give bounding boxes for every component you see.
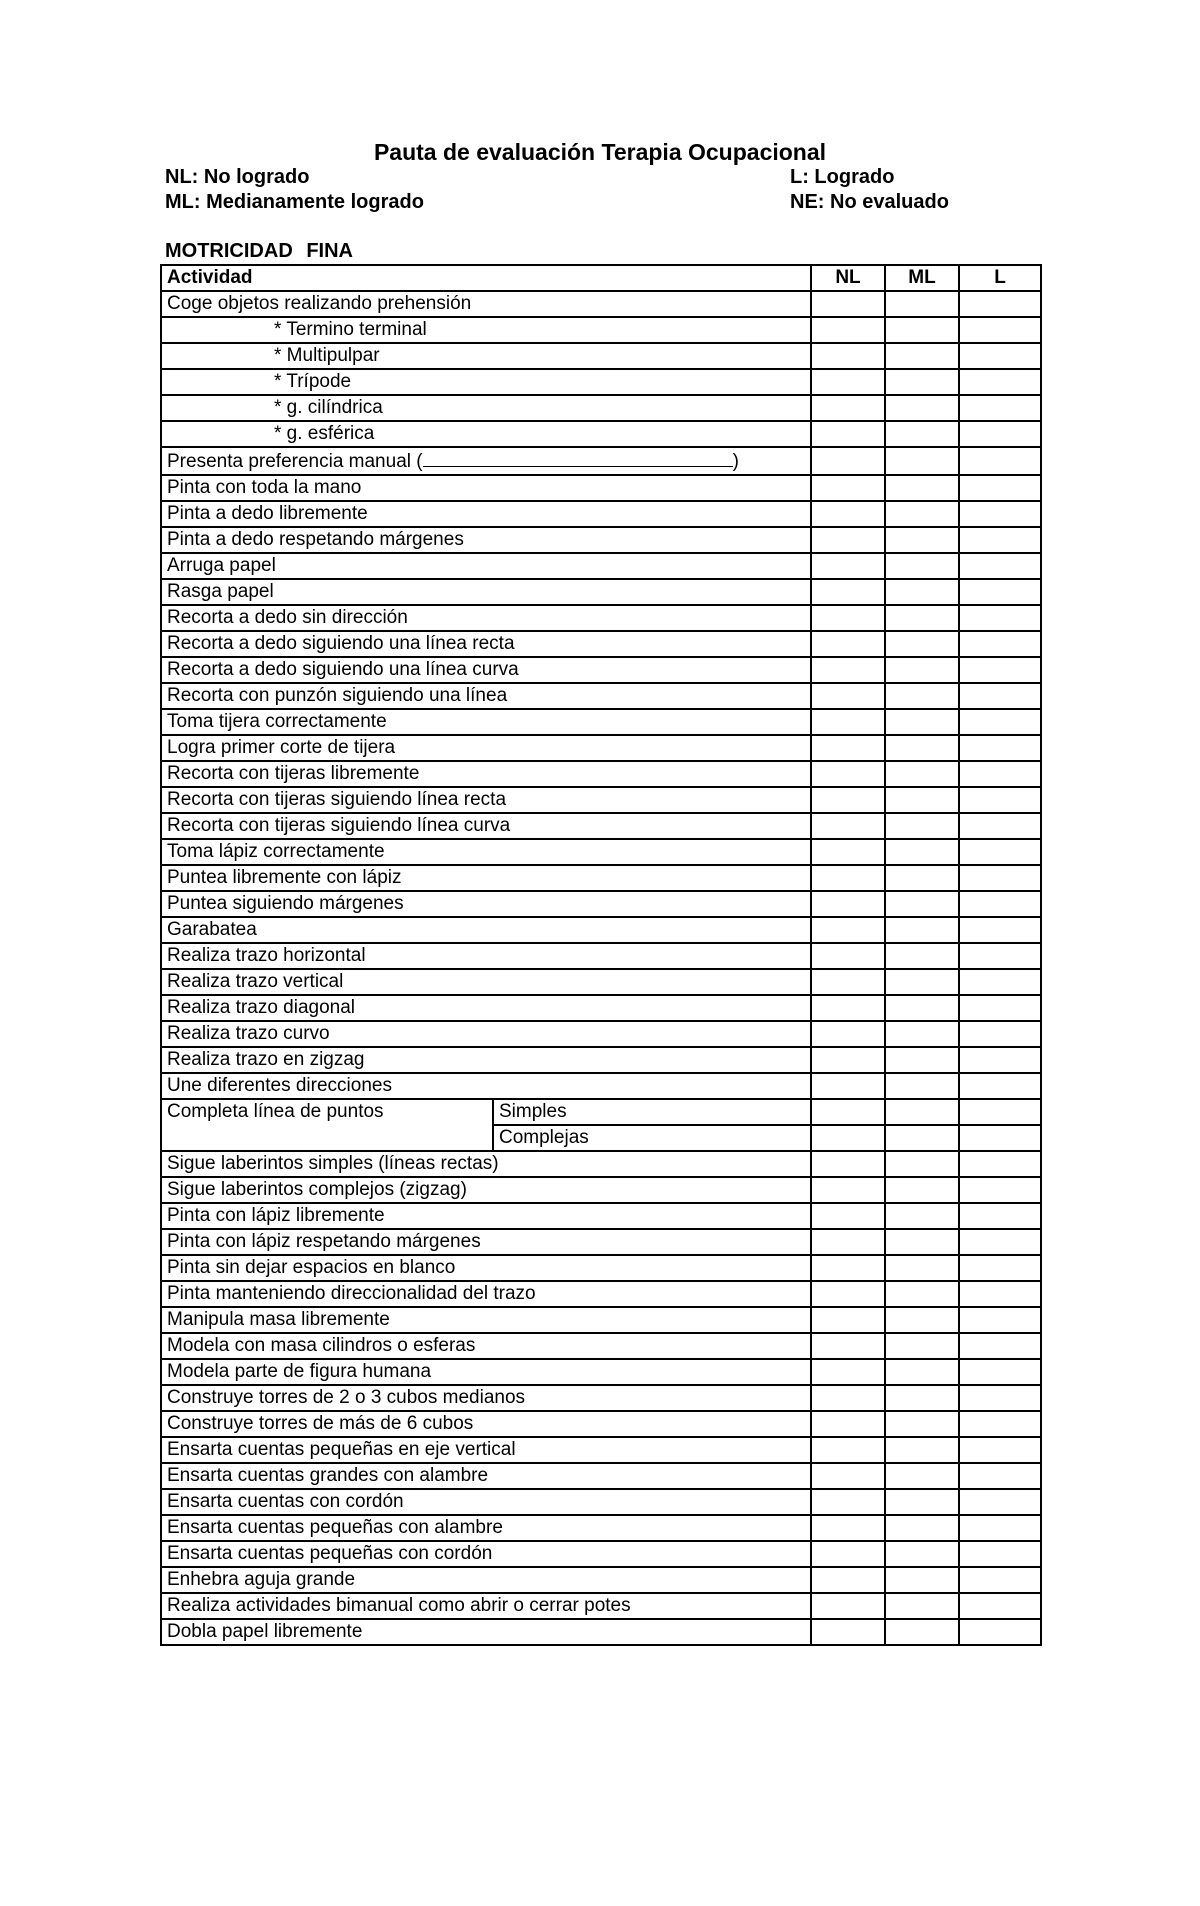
table-row <box>161 1099 1041 1125</box>
checkbox-nl[interactable] <box>811 291 885 317</box>
checkbox-ml[interactable] <box>885 761 959 787</box>
checkbox-l[interactable] <box>959 1021 1041 1047</box>
table-row <box>161 943 1041 969</box>
checkbox-l[interactable] <box>959 1281 1041 1307</box>
activity-label: Rasga papel <box>161 579 811 605</box>
evaluation-table <box>160 264 1042 1646</box>
activity-label: Dobla papel libremente <box>161 1619 811 1645</box>
activity-label: Toma lápiz correctamente <box>161 839 811 865</box>
checkbox-nl[interactable] <box>811 1229 885 1255</box>
activity-label: Realiza trazo en zigzag <box>161 1047 811 1073</box>
table-row <box>161 761 1041 787</box>
activity-label: Completa línea de puntos <box>162 1100 493 1150</box>
activity-label: Recorta con punzón siguiendo una línea <box>161 683 811 709</box>
activity-label: Ensarta cuentas pequeñas con cordón <box>161 1541 811 1567</box>
activity-label: Sigue laberintos complejos (zigzag) <box>161 1177 811 1203</box>
checkbox-l[interactable] <box>959 839 1041 865</box>
checkbox-ml[interactable] <box>885 343 959 369</box>
activity-label: Ensarta cuentas pequeñas en eje vertical <box>161 1437 811 1463</box>
table-row <box>161 579 1041 605</box>
checkbox-ml[interactable] <box>885 995 959 1021</box>
checkbox-nl[interactable] <box>811 475 885 501</box>
checkbox-nl[interactable] <box>811 761 885 787</box>
checkbox-nl[interactable] <box>811 1203 885 1229</box>
checkbox-l[interactable] <box>959 761 1041 787</box>
activity-label: Recorta con tijeras siguiendo línea curva <box>161 813 811 839</box>
table-row <box>161 1437 1041 1463</box>
table-row <box>161 421 1041 447</box>
checkbox-nl[interactable] <box>811 1177 885 1203</box>
checkbox-l[interactable] <box>959 709 1041 735</box>
checkbox-ml[interactable] <box>885 917 959 943</box>
table-row <box>161 1177 1041 1203</box>
table-row <box>161 709 1041 735</box>
checkbox-nl[interactable] <box>811 1385 885 1411</box>
checkbox-l[interactable] <box>959 969 1041 995</box>
checkbox-nl[interactable] <box>811 865 885 891</box>
checkbox-nl[interactable] <box>811 787 885 813</box>
table-row <box>161 657 1041 683</box>
checkbox-l[interactable] <box>959 943 1041 969</box>
table-row <box>161 1021 1041 1047</box>
checkbox-ml[interactable] <box>885 1125 959 1151</box>
activity-label: * Termino terminal <box>161 317 811 343</box>
checkbox-ml[interactable] <box>885 369 959 395</box>
activity-label: Ensarta cuentas pequeñas con alambre <box>161 1515 811 1541</box>
checkbox-l[interactable] <box>959 735 1041 761</box>
checkbox-nl[interactable] <box>811 1021 885 1047</box>
table-row <box>161 839 1041 865</box>
sub-option-simples: Simples <box>493 1100 810 1125</box>
activity-label: Sigue laberintos simples (líneas rectas) <box>161 1151 811 1177</box>
checkbox-l[interactable] <box>959 917 1041 943</box>
checkbox-l[interactable] <box>959 683 1041 709</box>
checkbox-l[interactable] <box>959 447 1041 475</box>
checkbox-ml[interactable] <box>885 657 959 683</box>
checkbox-ml[interactable] <box>885 1281 959 1307</box>
activity-label: Recorta a dedo siguiendo una línea curva <box>161 657 811 683</box>
checkbox-ml[interactable] <box>885 1385 959 1411</box>
table-row <box>161 787 1041 813</box>
checkbox-ml[interactable] <box>885 1489 959 1515</box>
activity-label: Modela parte de figura humana <box>161 1359 811 1385</box>
activity-label: Pinta con toda la mano <box>161 475 811 501</box>
checkbox-nl[interactable] <box>811 1515 885 1541</box>
table-row <box>161 917 1041 943</box>
checkbox-nl[interactable] <box>811 501 885 527</box>
checkbox-l[interactable] <box>959 1203 1041 1229</box>
checkbox-nl[interactable] <box>811 369 885 395</box>
checkbox-nl[interactable] <box>811 1125 885 1151</box>
checkbox-l[interactable] <box>959 1541 1041 1567</box>
checkbox-l[interactable] <box>959 421 1041 447</box>
checkbox-ml[interactable] <box>885 1619 959 1645</box>
checkbox-l[interactable] <box>959 995 1041 1021</box>
checkbox-l[interactable] <box>959 527 1041 553</box>
checkbox-l[interactable] <box>959 1385 1041 1411</box>
checkbox-ml[interactable] <box>885 1567 959 1593</box>
checkbox-ml[interactable] <box>885 813 959 839</box>
table-row <box>161 553 1041 579</box>
table-row <box>161 1333 1041 1359</box>
header-ml: ML <box>885 265 959 291</box>
checkbox-l[interactable] <box>959 291 1041 317</box>
activity-label: Pinta manteniendo direccionalidad del trazo <box>161 1281 811 1307</box>
legend-ml: ML: Medianamente logrado <box>165 191 424 213</box>
checkbox-nl[interactable] <box>811 1619 885 1645</box>
checkbox-ml[interactable] <box>885 943 959 969</box>
checkbox-nl[interactable] <box>811 813 885 839</box>
checkbox-l[interactable] <box>959 579 1041 605</box>
table-row <box>161 317 1041 343</box>
checkbox-ml[interactable] <box>885 1307 959 1333</box>
checkbox-ml[interactable] <box>885 579 959 605</box>
activity-label: * Trípode <box>161 369 811 395</box>
activity-cell <box>161 1099 811 1151</box>
checkbox-ml[interactable] <box>885 839 959 865</box>
checkbox-l[interactable] <box>959 1177 1041 1203</box>
activity-label: * g. esférica <box>161 421 811 447</box>
table-row <box>161 813 1041 839</box>
checkbox-l[interactable] <box>959 343 1041 369</box>
table-row <box>161 527 1041 553</box>
checkbox-ml[interactable] <box>885 1151 959 1177</box>
checkbox-nl[interactable] <box>811 1099 885 1125</box>
table-row <box>161 735 1041 761</box>
activity-label: Realiza trazo vertical <box>161 969 811 995</box>
checkbox-nl[interactable] <box>811 1437 885 1463</box>
checkbox-nl[interactable] <box>811 421 885 447</box>
checkbox-l[interactable] <box>959 1125 1041 1151</box>
close-paren: ) <box>732 451 739 472</box>
checkbox-l[interactable] <box>959 1229 1041 1255</box>
checkbox-l[interactable] <box>959 553 1041 579</box>
checkbox-l[interactable] <box>959 1593 1041 1619</box>
checkbox-ml[interactable] <box>885 475 959 501</box>
checkbox-ml[interactable] <box>885 1437 959 1463</box>
table-row <box>161 1281 1041 1307</box>
checkbox-ml[interactable] <box>885 317 959 343</box>
table-row <box>161 1515 1041 1541</box>
table-row <box>161 1229 1041 1255</box>
activity-label: Une diferentes direcciones <box>161 1073 811 1099</box>
activity-label: Pinta con lápiz respetando márgenes <box>161 1229 811 1255</box>
table-row <box>161 1619 1041 1645</box>
activity-label: Realiza trazo diagonal <box>161 995 811 1021</box>
legend-l: L: Logrado <box>790 166 895 188</box>
activity-label: Manipula masa libremente <box>161 1307 811 1333</box>
checkbox-nl[interactable] <box>811 1333 885 1359</box>
activity-label: * Multipulpar <box>161 343 811 369</box>
checkbox-l[interactable] <box>959 813 1041 839</box>
checkbox-ml[interactable] <box>885 605 959 631</box>
table-row <box>161 1307 1041 1333</box>
legend-ne: NE: No evaluado <box>790 191 949 213</box>
checkbox-ml[interactable] <box>885 969 959 995</box>
checkbox-ml[interactable] <box>885 395 959 421</box>
checkbox-nl[interactable] <box>811 1567 885 1593</box>
checkbox-ml[interactable] <box>885 527 959 553</box>
table-row <box>161 475 1041 501</box>
checkbox-ml[interactable] <box>885 1021 959 1047</box>
table-row <box>161 1255 1041 1281</box>
activity-label: Pinta a dedo respetando márgenes <box>161 527 811 553</box>
checkbox-l[interactable] <box>959 631 1041 657</box>
hand-preference-blank[interactable] <box>423 448 733 467</box>
checkbox-nl[interactable] <box>811 657 885 683</box>
checkbox-ml[interactable] <box>885 1073 959 1099</box>
table-row <box>161 1047 1041 1073</box>
checkbox-nl[interactable] <box>811 735 885 761</box>
table-row <box>161 1151 1041 1177</box>
checkbox-ml[interactable] <box>885 1333 959 1359</box>
table-row <box>161 605 1041 631</box>
checkbox-ml[interactable] <box>885 631 959 657</box>
checkbox-ml[interactable] <box>885 891 959 917</box>
checkbox-ml[interactable] <box>885 1099 959 1125</box>
checkbox-ml[interactable] <box>885 787 959 813</box>
activity-label: Recorta con tijeras libremente <box>161 761 811 787</box>
activity-label: Construye torres de más de 6 cubos <box>161 1411 811 1437</box>
checkbox-l[interactable] <box>959 1411 1041 1437</box>
table-row <box>161 369 1041 395</box>
checkbox-l[interactable] <box>959 475 1041 501</box>
checkbox-ml[interactable] <box>885 735 959 761</box>
checkbox-l[interactable] <box>959 501 1041 527</box>
checkbox-ml[interactable] <box>885 1255 959 1281</box>
checkbox-l[interactable] <box>959 1047 1041 1073</box>
table-row <box>161 343 1041 369</box>
table-row <box>161 683 1041 709</box>
checkbox-l[interactable] <box>959 1515 1041 1541</box>
activity-label: Pinta sin dejar espacios en blanco <box>161 1255 811 1281</box>
sub-option-complejas: Complejas <box>499 1127 589 1148</box>
table-row <box>161 631 1041 657</box>
checkbox-nl[interactable] <box>811 1281 885 1307</box>
table-row <box>161 1541 1041 1567</box>
checkbox-l[interactable] <box>959 1489 1041 1515</box>
checkbox-nl[interactable] <box>811 1073 885 1099</box>
checkbox-l[interactable] <box>959 1619 1041 1645</box>
table-row <box>161 995 1041 1021</box>
checkbox-nl[interactable] <box>811 1411 885 1437</box>
section-title: MOTRICIDAD FINA <box>165 240 353 262</box>
checkbox-ml[interactable] <box>885 1463 959 1489</box>
header-nl: NL <box>811 265 885 291</box>
activity-label: Pinta a dedo libremente <box>161 501 811 527</box>
checkbox-l[interactable] <box>959 657 1041 683</box>
checkbox-l[interactable] <box>959 395 1041 421</box>
page-title: Pauta de evaluación Terapia Ocupacional <box>373 139 827 165</box>
checkbox-ml[interactable] <box>885 683 959 709</box>
checkbox-l[interactable] <box>959 891 1041 917</box>
checkbox-l[interactable] <box>959 787 1041 813</box>
activity-label <box>161 447 811 475</box>
checkbox-nl[interactable] <box>811 1489 885 1515</box>
checkbox-nl[interactable] <box>811 1359 885 1385</box>
checkbox-nl[interactable] <box>811 1307 885 1333</box>
activity-label: Ensarta cuentas grandes con alambre <box>161 1463 811 1489</box>
checkbox-l[interactable] <box>959 1151 1041 1177</box>
table-row <box>161 1411 1041 1437</box>
checkbox-ml[interactable] <box>885 1229 959 1255</box>
checkbox-l[interactable] <box>959 369 1041 395</box>
checkbox-nl[interactable] <box>811 527 885 553</box>
activity-label: Puntea siguiendo márgenes <box>161 891 811 917</box>
checkbox-ml[interactable] <box>885 1177 959 1203</box>
checkbox-nl[interactable] <box>811 1463 885 1489</box>
activity-label: Recorta a dedo sin dirección <box>161 605 811 631</box>
checkbox-nl[interactable] <box>811 1255 885 1281</box>
checkbox-ml[interactable] <box>885 1593 959 1619</box>
header-actividad: Actividad <box>161 265 811 291</box>
activity-label: Realiza trazo horizontal <box>161 943 811 969</box>
checkbox-nl[interactable] <box>811 343 885 369</box>
legend-nl: NL: No logrado <box>165 166 310 188</box>
checkbox-l[interactable] <box>959 1567 1041 1593</box>
checkbox-l[interactable] <box>959 1255 1041 1281</box>
table-row <box>161 865 1041 891</box>
checkbox-ml[interactable] <box>885 421 959 447</box>
activity-label: Recorta con tijeras siguiendo línea recta <box>161 787 811 813</box>
checkbox-ml[interactable] <box>885 291 959 317</box>
checkbox-nl[interactable] <box>811 553 885 579</box>
checkbox-ml[interactable] <box>885 865 959 891</box>
checkbox-ml[interactable] <box>885 1203 959 1229</box>
activity-label: Toma tijera correctamente <box>161 709 811 735</box>
checkbox-nl[interactable] <box>811 395 885 421</box>
checkbox-l[interactable] <box>959 865 1041 891</box>
checkbox-ml[interactable] <box>885 1541 959 1567</box>
activity-label: Arruga papel <box>161 553 811 579</box>
activity-label: Pinta con lápiz libremente <box>161 1203 811 1229</box>
table-header-row <box>161 265 1041 291</box>
checkbox-ml[interactable] <box>885 1047 959 1073</box>
checkbox-nl[interactable] <box>811 891 885 917</box>
activity-label: Logra primer corte de tijera <box>161 735 811 761</box>
legend-left <box>165 165 424 215</box>
activity-label: Realiza trazo curvo <box>161 1021 811 1047</box>
checkbox-l[interactable] <box>959 317 1041 343</box>
checkbox-l[interactable] <box>959 605 1041 631</box>
activity-label: Puntea libremente con lápiz <box>161 865 811 891</box>
checkbox-nl[interactable] <box>811 709 885 735</box>
checkbox-ml[interactable] <box>885 1515 959 1541</box>
checkbox-l[interactable] <box>959 1463 1041 1489</box>
checkbox-ml[interactable] <box>885 553 959 579</box>
checkbox-nl[interactable] <box>811 943 885 969</box>
table-row <box>161 1593 1041 1619</box>
table-row <box>161 501 1041 527</box>
checkbox-l[interactable] <box>959 1359 1041 1385</box>
checkbox-nl[interactable] <box>811 1593 885 1619</box>
checkbox-l[interactable] <box>959 1073 1041 1099</box>
legend-right <box>790 165 949 215</box>
checkbox-l[interactable] <box>959 1333 1041 1359</box>
checkbox-nl[interactable] <box>811 683 885 709</box>
checkbox-ml[interactable] <box>885 1359 959 1385</box>
checkbox-ml[interactable] <box>885 1411 959 1437</box>
table-row <box>161 447 1041 475</box>
table-row <box>161 395 1041 421</box>
checkbox-nl[interactable] <box>811 1541 885 1567</box>
header-l: L <box>959 265 1041 291</box>
activity-label: Construye torres de 2 o 3 cubos medianos <box>161 1385 811 1411</box>
checkbox-nl[interactable] <box>811 917 885 943</box>
checkbox-nl[interactable] <box>811 1047 885 1073</box>
activity-label-text: Presenta preferencia manual ( <box>167 451 423 472</box>
activity-label: * g. cilíndrica <box>161 395 811 421</box>
table-row <box>161 891 1041 917</box>
checkbox-nl[interactable] <box>811 839 885 865</box>
checkbox-l[interactable] <box>959 1307 1041 1333</box>
checkbox-ml[interactable] <box>885 709 959 735</box>
checkbox-nl[interactable] <box>811 969 885 995</box>
checkbox-l[interactable] <box>959 1437 1041 1463</box>
table-row <box>161 969 1041 995</box>
table-row <box>161 1073 1041 1099</box>
activity-label: Ensarta cuentas con cordón <box>161 1489 811 1515</box>
table-row <box>161 1489 1041 1515</box>
checkbox-nl[interactable] <box>811 317 885 343</box>
activity-label: Garabatea <box>161 917 811 943</box>
checkbox-nl[interactable] <box>811 605 885 631</box>
activity-label: Modela con masa cilindros o esferas <box>161 1333 811 1359</box>
checkbox-nl[interactable] <box>811 579 885 605</box>
checkbox-nl[interactable] <box>811 995 885 1021</box>
table-row <box>161 1359 1041 1385</box>
activity-label: Realiza actividades bimanual como abrir o cerrar potes <box>161 1593 811 1619</box>
checkbox-ml[interactable] <box>885 447 959 475</box>
checkbox-ml[interactable] <box>885 501 959 527</box>
checkbox-nl[interactable] <box>811 447 885 475</box>
table-row <box>161 1203 1041 1229</box>
table-row <box>161 291 1041 317</box>
checkbox-nl[interactable] <box>811 1151 885 1177</box>
table-row <box>161 1463 1041 1489</box>
checkbox-l[interactable] <box>959 1099 1041 1125</box>
table-row <box>161 1567 1041 1593</box>
checkbox-nl[interactable] <box>811 631 885 657</box>
activity-label: Coge objetos realizando prehensión <box>161 291 811 317</box>
table-row <box>161 1385 1041 1411</box>
activity-label: Recorta a dedo siguiendo una línea recta <box>161 631 811 657</box>
activity-label: Enhebra aguja grande <box>161 1567 811 1593</box>
